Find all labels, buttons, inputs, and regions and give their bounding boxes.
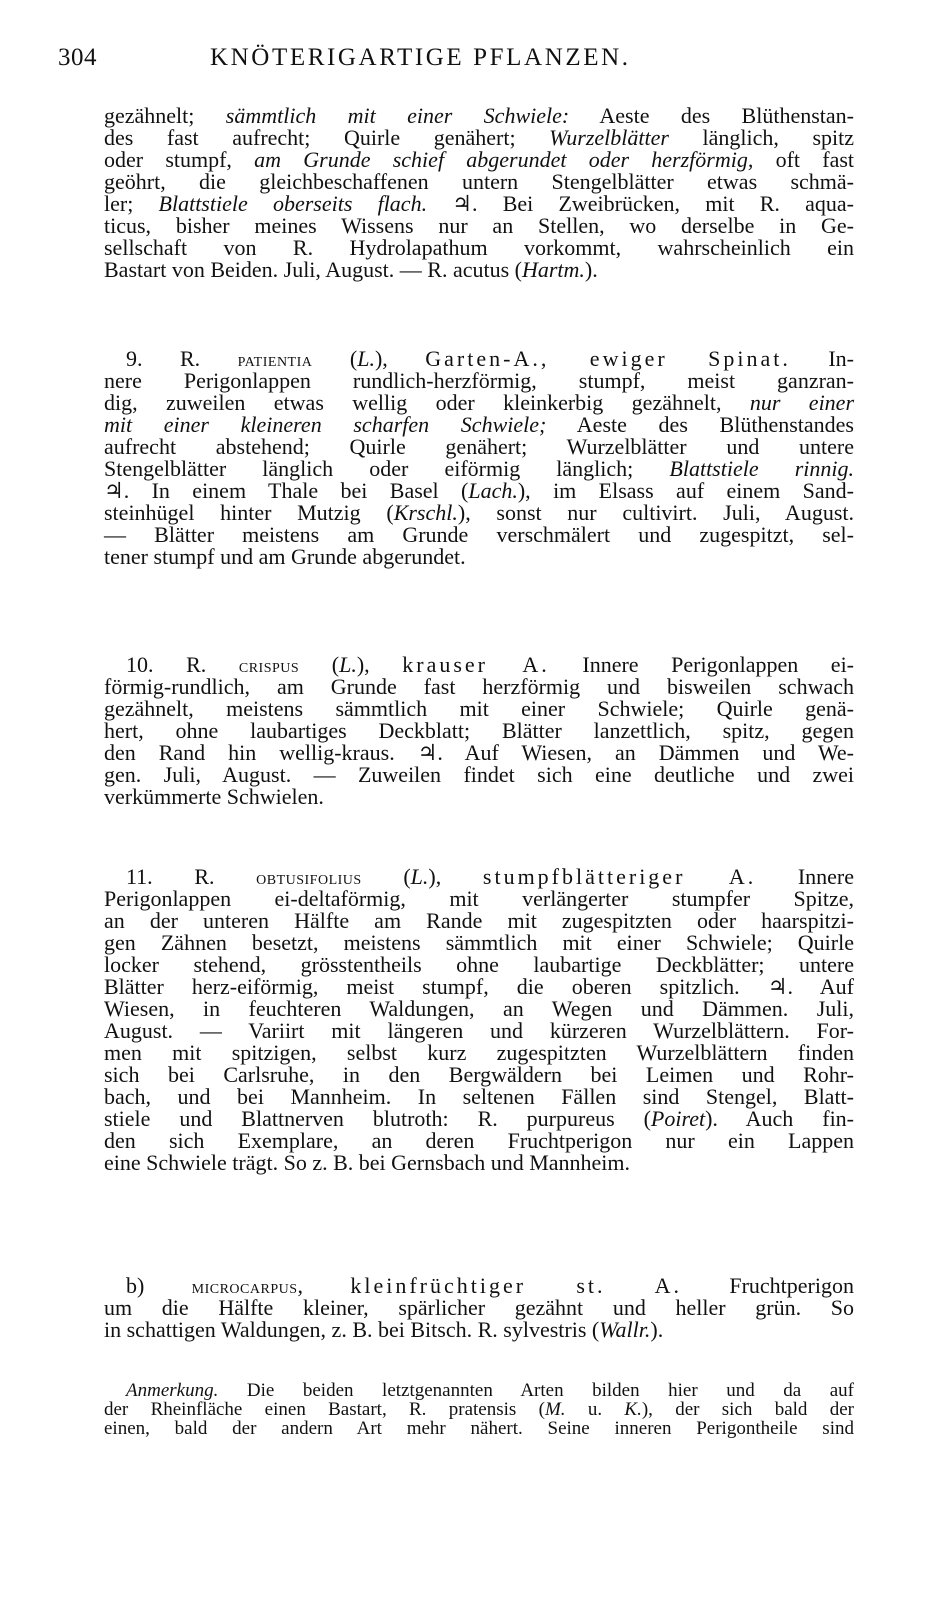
text-line [104, 123, 854, 150]
text-run: ticus, bisher meines Wissens nur an Stellen, wo derselbe in Ge- [104, 213, 854, 238]
text-run: ♃. Bei Zweibrücken, mit R. aqua- [427, 191, 854, 216]
text-line [104, 411, 854, 437]
italic-text: Hartm. [521, 257, 585, 282]
species-name: crispus [238, 655, 300, 677]
text-run: förmig-rundlich, am Grunde fast herzförmig und bisweilen schwach [104, 674, 854, 699]
italic-text: Wallr. [599, 1317, 651, 1342]
text-line [104, 695, 854, 721]
text-line [104, 1016, 854, 1043]
italic-text: K. [624, 1399, 642, 1420]
text-run: stiele und Blattnerven blutroth: R. purpureus ( [104, 1106, 651, 1131]
text-line [104, 1082, 854, 1109]
text-run: Perigonlappen ei-deltaförmig, mit verlängerter stumpfer Spitze, [104, 886, 854, 911]
text-run: Bastart von Beiden. Juli, August. — R. acutus ( [104, 257, 522, 282]
text-run: Aeste des Blüthenstandes [546, 412, 854, 437]
text-line [104, 167, 854, 194]
text-line [104, 673, 854, 699]
text-run: u. [565, 1399, 625, 1420]
text-line [104, 211, 854, 238]
text-run: gezähnelt; [104, 103, 226, 128]
text-run: 10. R. [126, 652, 239, 677]
common-name: kleinfrüchtiger st. A. [350, 1273, 683, 1298]
paragraph-11-rumex-obtusifolius [104, 862, 855, 1175]
italic-text: Wurzelblätter [549, 125, 669, 150]
species-name: obtusifolius [256, 867, 362, 889]
text-line [104, 1060, 854, 1087]
text-line [104, 1126, 854, 1153]
text-run: 11. R. [126, 864, 257, 889]
text-run: ). Auch fin- [705, 1106, 855, 1131]
text-run: dig, zuweilen etwas wellig oder kleinkerbig gezähnelt, [104, 390, 750, 415]
paragraph-anmerkung [104, 1378, 854, 1439]
text-run: verkümmerte Schwielen. [104, 784, 324, 809]
text-line [104, 1038, 854, 1065]
text-line [104, 761, 854, 787]
text-run: Blätter herz-eiförmig, meist stumpf, die oberen spitzlich. ♃. Auf [104, 974, 854, 999]
species-name: microcarpus [191, 1276, 298, 1298]
text-run: ♃. In einem Thale bei Basel ( [104, 478, 469, 503]
running-title: KNÖTERIGARTIGE PFLANZEN. [210, 44, 631, 71]
text-run: steinhügel hinter Mutzig ( [104, 500, 394, 525]
text-line [104, 455, 854, 481]
text-run: des fast aufrecht; Quirle genähert; [104, 125, 550, 150]
text-line [104, 389, 855, 415]
text-run: an der unteren Hälfte am Rande mit zugespitzten oder haarspitzi- [104, 908, 854, 933]
italic-text: Blattstiele rinnig. [669, 456, 854, 481]
text-run: 9. R. [126, 346, 238, 371]
paragraph-continuation [104, 101, 855, 282]
text-run: ), der sich bald der [641, 1399, 854, 1420]
text-run: — Blätter meistens am Grunde verschmälert und zugespitzt, sel- [104, 522, 854, 547]
text-line [104, 233, 854, 260]
italic-text: Blattstiele oberseits flach. [158, 191, 428, 216]
text-line [104, 950, 854, 977]
text-run: b) [126, 1273, 192, 1298]
paragraph-9-rumex-patientia [104, 345, 855, 569]
text-run: ), sonst nur cultivirt. Juli, August. [457, 500, 854, 525]
text-line [104, 862, 855, 889]
text-run: , [297, 1273, 351, 1298]
paragraph-b-microcarpus [104, 1271, 854, 1342]
text-run: Aeste des Blüthenstan- [569, 103, 854, 128]
page-number: 304 [58, 44, 97, 71]
text-line [104, 1397, 854, 1420]
text-line [104, 1271, 854, 1298]
italic-text: L. [357, 346, 375, 371]
text-run: bach, und bei Mannheim. In seltenen Fällen sind Stengel, Blatt- [104, 1084, 854, 1109]
text-run: oft fast [753, 147, 855, 172]
text-line [104, 994, 854, 1021]
text-run: tener stumpf und am Grunde abgerundet. [104, 544, 466, 569]
text-line [104, 189, 854, 216]
text-line [104, 884, 854, 911]
italic-text: L. [339, 652, 357, 677]
text-line [104, 928, 854, 955]
text-line [104, 477, 854, 503]
text-run: den sich Exemplare, an deren Fruchtperigon nur ein Lappen [104, 1128, 854, 1153]
text-run: Die beiden letztgenannten Arten bilden hier und da auf [218, 1380, 854, 1401]
text-run: ). [584, 257, 598, 282]
text-line [104, 433, 854, 459]
text-run: aufrecht abstehend; Quirle genähert; Wurzelblätter und untere [104, 434, 854, 459]
common-name: krauser A. [402, 652, 550, 677]
text-run: Innere [756, 864, 855, 889]
italic-text: am Grunde schief abgerundet oder herzförmig, [254, 147, 754, 172]
text-line [104, 367, 854, 393]
text-run: locker stehend, grösstentheils ohne laubartige Deckblätter; untere [104, 952, 854, 977]
text-line [104, 499, 854, 525]
italic-text: mit einer kleineren scharfen Schwiele; [104, 412, 547, 437]
text-line [104, 145, 855, 172]
text-run: länglich, spitz [668, 125, 854, 150]
text-run: hert, ohne laubartiges Deckblatt; Blätter lanzettlich, spitz, gegen [104, 718, 854, 743]
text-run: nere Perigonlappen rundlich-herzförmig, stumpf, meist ganzran- [104, 368, 854, 393]
text-run: ( [299, 652, 340, 677]
text-run: ler; [104, 191, 159, 216]
text-line [104, 906, 854, 933]
text-run: geöhrt, die gleichbeschaffenen untern Stengelblätter etwas schmä- [104, 169, 854, 194]
text-run: ), im Elsass auf einem Sand- [517, 478, 854, 503]
text-line [104, 521, 854, 547]
text-run: ( [361, 864, 411, 889]
text-run: der Rheinfläche einen Bastart, R. pratensis ( [104, 1399, 545, 1420]
text-run: sich bei Carlsruhe, in den Bergwäldern bei Leimen und Rohr- [104, 1062, 854, 1087]
italic-text: Anmerkung. [126, 1380, 219, 1401]
italic-text: L. [410, 864, 429, 889]
common-name: stumpfblätteriger A. [482, 864, 757, 889]
common-name: Garten-A., ewiger Spinat. [425, 346, 791, 371]
text-run: In- [790, 346, 855, 371]
text-line [104, 1104, 855, 1131]
paragraph-10-rumex-crispus [104, 651, 855, 809]
italic-text: Poiret [650, 1106, 706, 1131]
text-run: eine Schwiele trägt. So z. B. bei Gernsbach und Mannheim. [104, 1150, 631, 1175]
text-run: in schattigen Waldungen, z. B. bei Bitsch. R. sylvestris ( [104, 1317, 600, 1342]
italic-text: Lach. [468, 478, 518, 503]
text-run: ). [650, 1317, 664, 1342]
text-run: einen, bald der andern Art mehr nähert. Seine inneren Perigontheile sind [104, 1418, 854, 1439]
species-name: patientia [237, 349, 313, 371]
text-run: Fruchtperigon [682, 1273, 854, 1298]
text-line [104, 1293, 854, 1320]
text-run: sellschaft von R. Hydrolapathum vorkommt, wahrscheinlich ein [104, 235, 854, 260]
text-line [104, 1378, 854, 1401]
text-line [104, 1416, 854, 1439]
text-line [104, 717, 854, 743]
text-run: den Rand hin wellig-kraus. ♃. Auf Wiesen, an Dämmen und We- [104, 740, 854, 765]
italic-text: Krschl. [393, 500, 458, 525]
text-run: Innere Perigonlappen ei- [549, 652, 855, 677]
italic-text: nur einer [749, 390, 855, 415]
text-line [104, 739, 854, 765]
text-line [104, 651, 855, 677]
text-run: Stengelblätter länglich oder eiförmig länglich; [104, 456, 670, 481]
text-run: um die Hälfte kleiner, spärlicher gezähnt und heller grün. So [104, 1295, 854, 1320]
text-line [104, 345, 855, 371]
text-run: ( [312, 346, 358, 371]
text-run: gezähnelt, meistens sämmtlich mit einer Schwiele; Quirle genä- [104, 696, 854, 721]
text-run: ), [356, 652, 403, 677]
italic-text: sämmtlich mit einer Schwiele: [225, 103, 570, 128]
italic-text: M. [544, 1399, 566, 1420]
page-header [58, 44, 858, 78]
text-run: men mit spitzigen, selbst kurz zugespitzten Wurzelblättern finden [104, 1040, 854, 1065]
text-line [104, 972, 854, 999]
text-line [104, 101, 854, 128]
text-run: Wiesen, in feuchteren Waldungen, an Wegen und Dämmen. Juli, [104, 996, 854, 1021]
text-run: August. — Variirt mit längeren und kürzeren Wurzelblättern. For- [104, 1018, 854, 1043]
text-run: gen Zähnen besetzt, meistens sämmtlich mit einer Schwiele; Quirle [104, 930, 854, 955]
text-run: ), [428, 864, 483, 889]
text-run: oder stumpf, [104, 147, 255, 172]
text-run: ), [374, 346, 426, 371]
text-run: gen. Juli, August. — Zuweilen findet sich eine deutliche und zwei [104, 762, 854, 787]
